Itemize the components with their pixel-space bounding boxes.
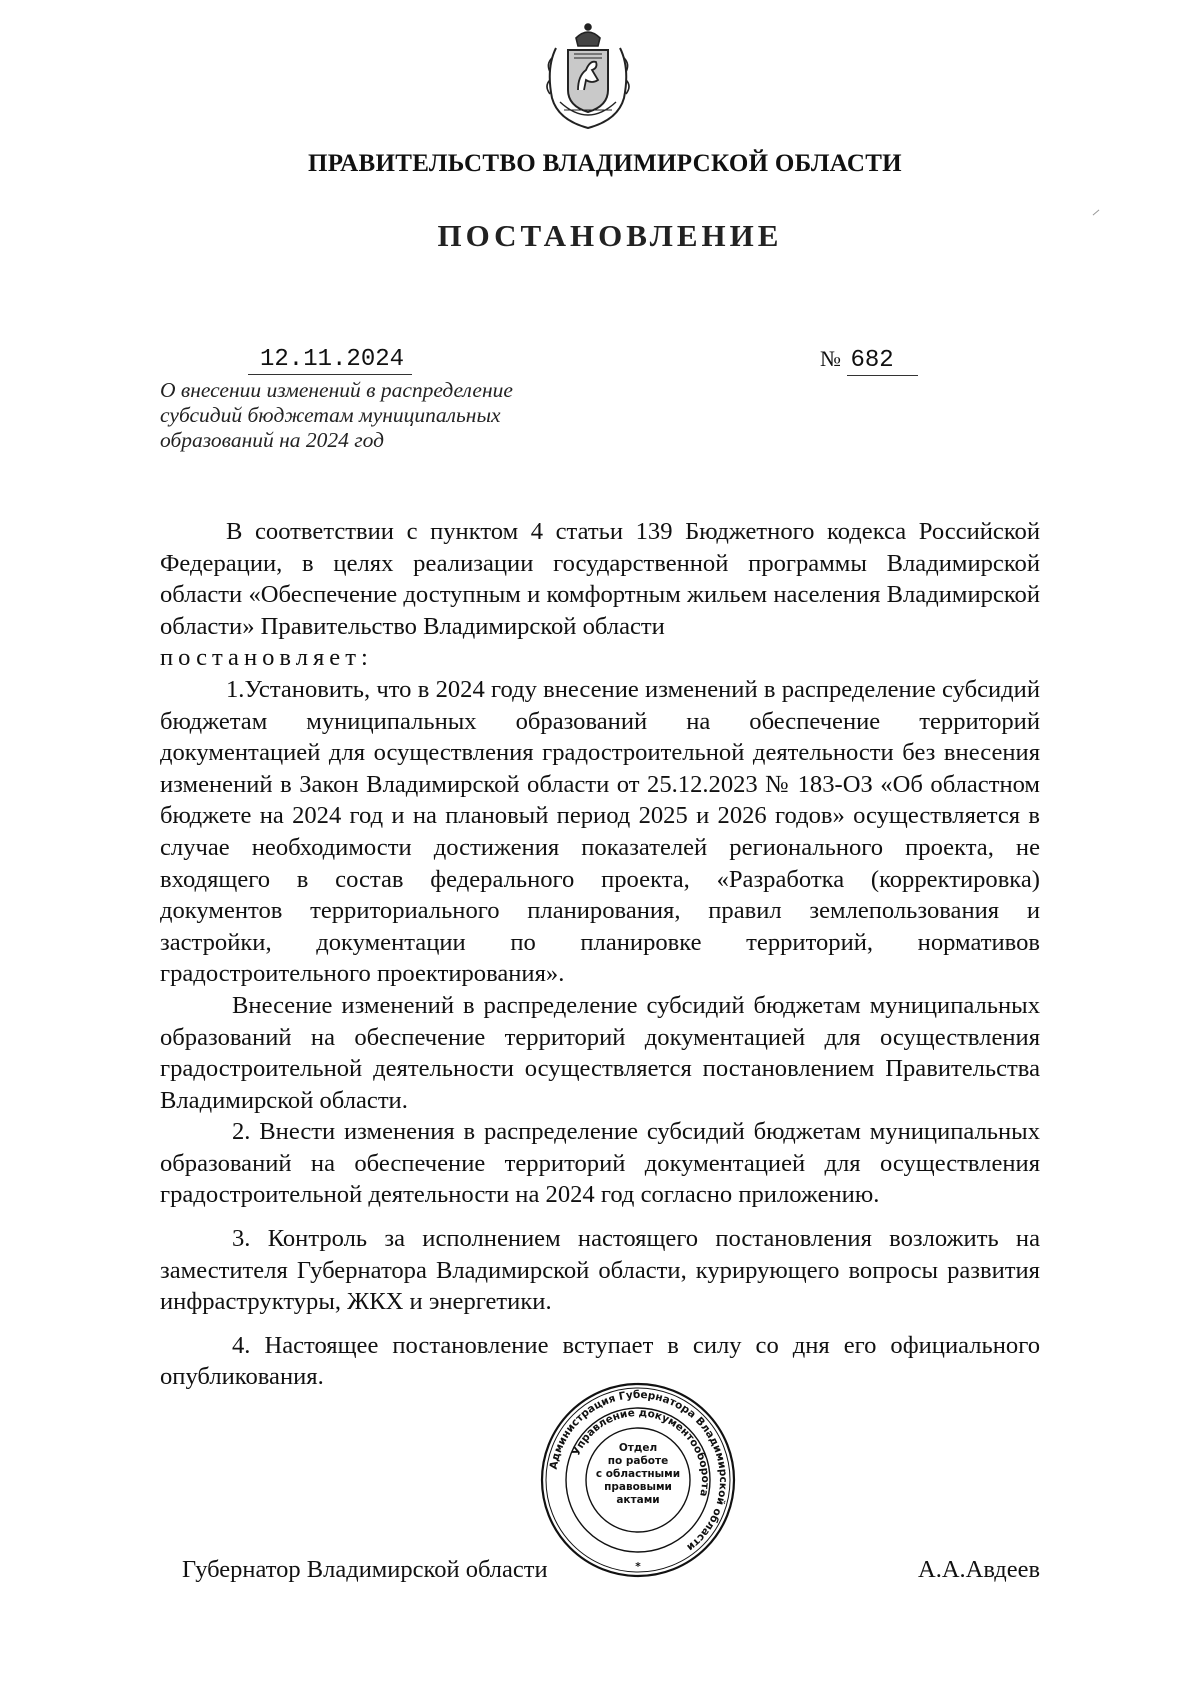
- preamble-paragraph: В соответствии с пунктом 4 статьи 139 Бюджетного кодекса Российской Федерации, в целях реализации государственной программы Владимирской области «Обеспечение доступным и комфортным жильем населения Владимирской области» Правительство Владимирской области: [160, 518, 1040, 640]
- paragraph-4: 4. Настоящее постановление вступает в силу со дня его официального опубликования.: [160, 1331, 1040, 1391]
- scan-mark: [1093, 210, 1100, 216]
- number-value: 682: [847, 347, 918, 376]
- document-body: [160, 516, 1040, 1393]
- resolves-word: постановляет:: [160, 644, 373, 672]
- signer-position: Губернатор Владимирской области: [182, 1556, 548, 1583]
- seal-center-text: Отдел по работе с областными правовыми актами: [595, 1442, 681, 1506]
- svg-text:*: *: [635, 1561, 641, 1573]
- seal-inner-text: Управление документооборота: [570, 1406, 712, 1498]
- document-type-title: ПОСТАНОВЛЕНИЕ: [437, 218, 783, 253]
- subject-line: субсидий бюджетам муниципальных: [160, 403, 501, 427]
- government-name: ПРАВИТЕЛЬСТВО ВЛАДИМИРСКОЙ ОБЛАСТИ: [308, 150, 902, 177]
- subject-line: образований на 2024 год: [160, 428, 385, 452]
- coat-of-arms-icon: [538, 18, 638, 130]
- document-number: [820, 346, 918, 374]
- paragraph-3: 3. Контроль за исполнением настоящего постановления возложить на заместителя Губернатора Владимирской области, курирующего вопросы развития инфраструктуры, ЖКХ и энергетики.: [160, 1225, 1040, 1316]
- signer-name: А.А.Авдеев: [918, 1556, 1041, 1583]
- paragraph-1b: Внесение изменений в распределение субсидий бюджетам муниципальных образований на обеспечение территорий документацией для осуществления градостроительной деятельности осуществляется постановлением Правительства Владимирской области.: [160, 991, 1040, 1114]
- subject-line: О внесении изменений в распределение: [160, 378, 513, 402]
- document-date: 12.11.2024: [248, 346, 412, 375]
- official-seal: [538, 1380, 738, 1580]
- paragraph-1: 1.Установить, что в 2024 году внесение изменений в распределение субсидий бюджетам муниципальных образований на обеспечение территорий документацией для осуществления градостроительной деятельности без внесения изменений в Закон Владимирской области от 25.12.2023 № 183-ОЗ «Об областном бюджете на 2024 год и на плановый период 2025 и 2026 годов» осуществляется в случае необходимости достижения показателей регионального проекта, не входящего в состав федерального проекта, «Разработка (корректировка) документов территориального планирования, правил землепользования и застройки, документации по планировке территорий, нормативов градостроительного проектирования».: [160, 675, 1040, 988]
- number-sign: №: [820, 346, 841, 371]
- paragraph-2: 2. Внести изменения в распределение субсидий бюджетам муниципальных образований на обеспечение территорий документацией для осуществления градостроительной деятельности на 2024 год согласно приложению.: [160, 1118, 1040, 1209]
- seal-outer-text: Администрация Губернатора Владимирской области: [547, 1388, 730, 1554]
- document-subject: [160, 378, 560, 453]
